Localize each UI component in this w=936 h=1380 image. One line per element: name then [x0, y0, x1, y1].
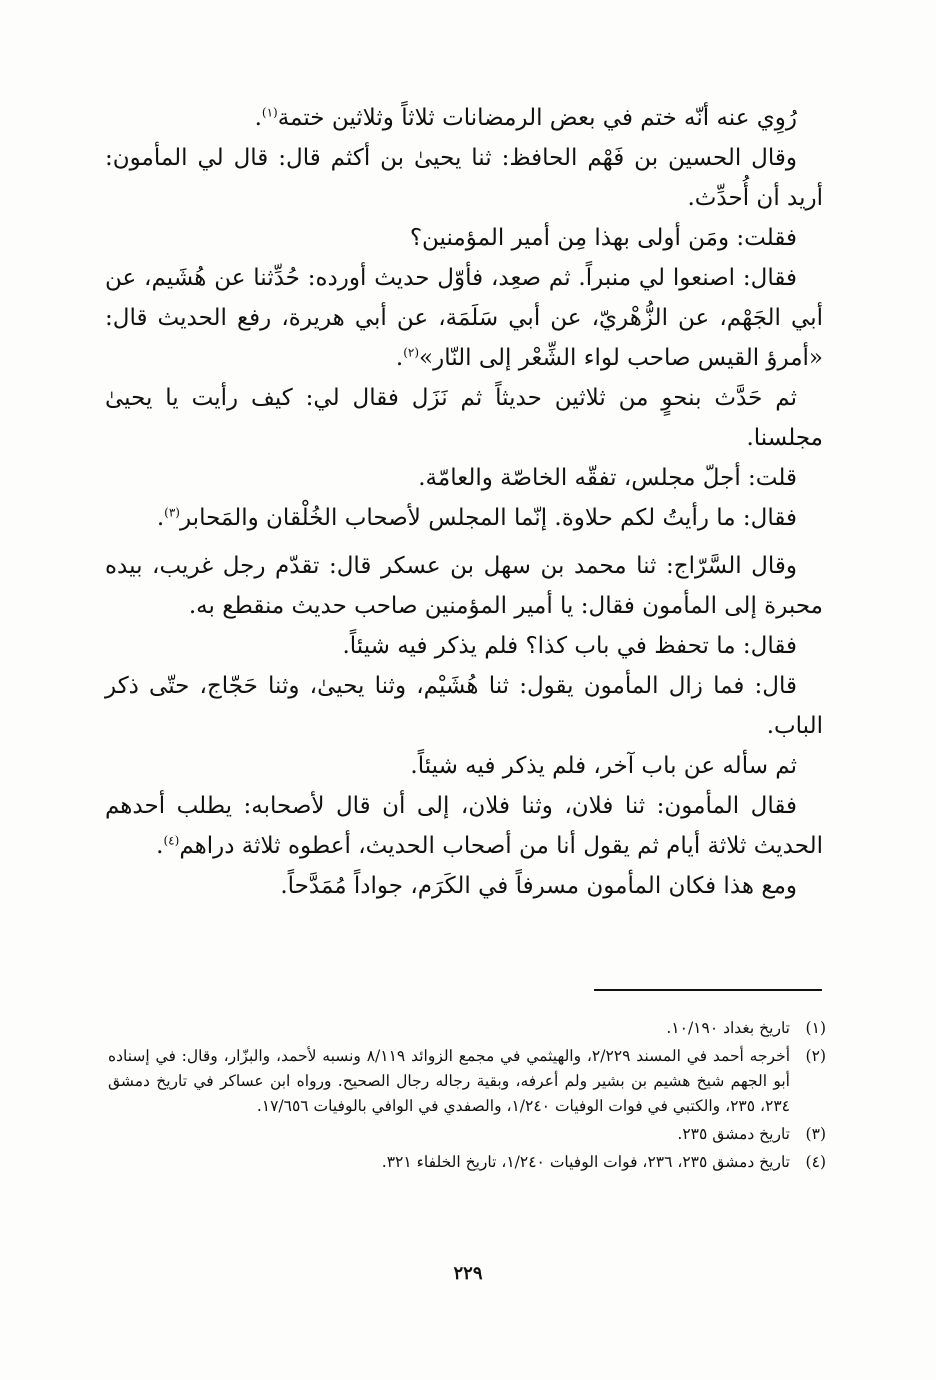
footnote: [108, 1122, 826, 1147]
paragraph-text: فقال: اصنعوا لي منبراً. ثم صعِد، فأوّل حديث أورده: حُدِّثنا عن هُشَيم، عن أبي الجَهْم، عن الزُّهْريّ، عن أبي سَلَمَة، عن أبي هريرة، رفع الحديث قال: «أمرؤ القيس صاحب لواء الشِّعْر إلى النّار»: [105, 265, 823, 371]
paragraph: قلت: أجلّ مجلس، تفقّه الخاصّة والعامّة.: [418, 465, 797, 491]
footnote-number: (٤): [805, 1153, 826, 1171]
footnote-text: تاريخ دمشق ٢٣٥، ٢٣٦، فوات الوفيات ١/٢٤٠، تاريخ الخلفاء ٣٢١.: [381, 1153, 790, 1171]
footnote-number: (٣): [805, 1125, 826, 1143]
footnote-text: أخرجه أحمد في المسند ٢/٢٢٩، والهيثمي في مجمع الزوائد ٨/١١٩ ونسبه لأحمد، والبزّار، وقال: في إسناده أبو الجهم شيخ هشيم بن بشير ولم أعرفه، وبقية رجاله رجال الصحيح. ورواه ابن عساكر في تاريخ دمشق ٢٣٤، ٢٣٥، والكتبي في فوات الوفيات ١/٢٤٠، والصفدي في الوافي بالوفيات ١٧/٦٥٦.: [108, 1047, 790, 1115]
paragraph: وقال الحسين بن فَهْم الحافظ: ثنا يحيىٰ بن أكثم قال: قال لي المأمون: أريد أن أُحدِّث.: [105, 145, 823, 211]
footnote-ref[interactable]: (١): [261, 105, 278, 120]
paragraph: ثم سأله عن باب آخر، فلم يذكر فيه شيئاً.: [410, 753, 797, 779]
paragraph: فقال المأمون: ثنا فلان، وثنا فلان، إلى أن قال لأصحابه: يطلب أحدهم الحديث ثلاثة أيام ثم يقول أنا من أصحاب الحديث، أعطوه ثلاثة دراهم$^{(٤)}$.: [105, 793, 823, 859]
footnote-ref[interactable]: (٣): [164, 505, 180, 520]
page-number: ٢٢٩: [453, 1263, 483, 1284]
footnote-text: تاريخ دمشق ٢٣٥.: [677, 1125, 790, 1143]
paragraph: فقال: ما رأيتُ لكم حلاوة. إنّما المجلس لأصحاب الخُلْقان والمَحابر$^{(٣)}$.: [156, 505, 797, 531]
paragraph: ثم حَدَّث بنحوٍ من ثلاثين حديثاً ثم نَزَل فقال لي: كيف رأيت يا يحيىٰ مجلسنا.: [105, 385, 823, 451]
footnote-text: تاريخ بغداد ١٠/١٩٠.: [666, 1019, 790, 1037]
footnotes: [108, 1016, 826, 1178]
footnote-number: (١): [805, 1019, 826, 1037]
paragraph: فقال: ما تحفظ في باب كذا؟ فلم يذكر فيه شيئاً.: [342, 633, 797, 659]
footnote-number: (٢): [805, 1047, 826, 1065]
paragraph: قال: فما زال المأمون يقول: ثنا هُشَيْم، وثنا يحيىٰ، وثنا حَجّاج، حتّى ذكر الباب.: [105, 673, 823, 739]
paragraph: ومع هذا فكان المأمون مسرفاً في الكَرَم، جواداً مُمَدَّحاً.: [280, 873, 797, 899]
paragraph: فقلت: ومَن أولى بهذا مِن أمير المؤمنين؟: [409, 225, 797, 251]
footnote: [108, 1044, 826, 1119]
footnote-ref[interactable]: (٤): [163, 833, 180, 848]
footnote-separator: [594, 989, 822, 991]
footnote: [108, 1016, 826, 1041]
paragraph-text: فقال: ما رأيتُ لكم حلاوة. إنّما المجلس لأصحاب الخُلْقان والمَحابر: [179, 505, 797, 531]
paragraph: رُوِي عنه أنّه ختم في بعض الرمضانات ثلاثاً وثلاثين ختمة$^{(١)}$.: [254, 105, 797, 131]
footnote: [108, 1150, 826, 1175]
main-text: [105, 98, 823, 906]
paragraph-text: رُوِي عنه أنّه ختم في بعض الرمضانات ثلاثاً وثلاثين ختمة: [277, 105, 797, 131]
footnote-ref[interactable]: (٢): [403, 345, 420, 360]
paragraph-text: فقال المأمون: ثنا فلان، وثنا فلان، إلى أن قال لأصحابه: يطلب أحدهم الحديث ثلاثة أيام ثم يقول أنا من أصحاب الحديث، أعطوه ثلاثة دراهم: [105, 793, 823, 859]
paragraph: وقال السَّرّاج: ثنا محمد بن سهل بن عسكر قال: تقدّم رجل غريب، بيده محبرة إلى المأمون فقال: يا أمير المؤمنين صاحب حديث منقطع به.: [105, 553, 823, 619]
paragraph: فقال: اصنعوا لي منبراً. ثم صعِد، فأوّل حديث أورده: حُدِّثنا عن هُشَيم، عن أبي الجَهْم، عن الزُّهْريّ، عن أبي سَلَمَة، عن أبي هريرة، رفع الحديث قال: «أمرؤ القيس صاحب لواء الشِّعْر إلى النّار»$^{(٢)}$.: [105, 265, 823, 371]
